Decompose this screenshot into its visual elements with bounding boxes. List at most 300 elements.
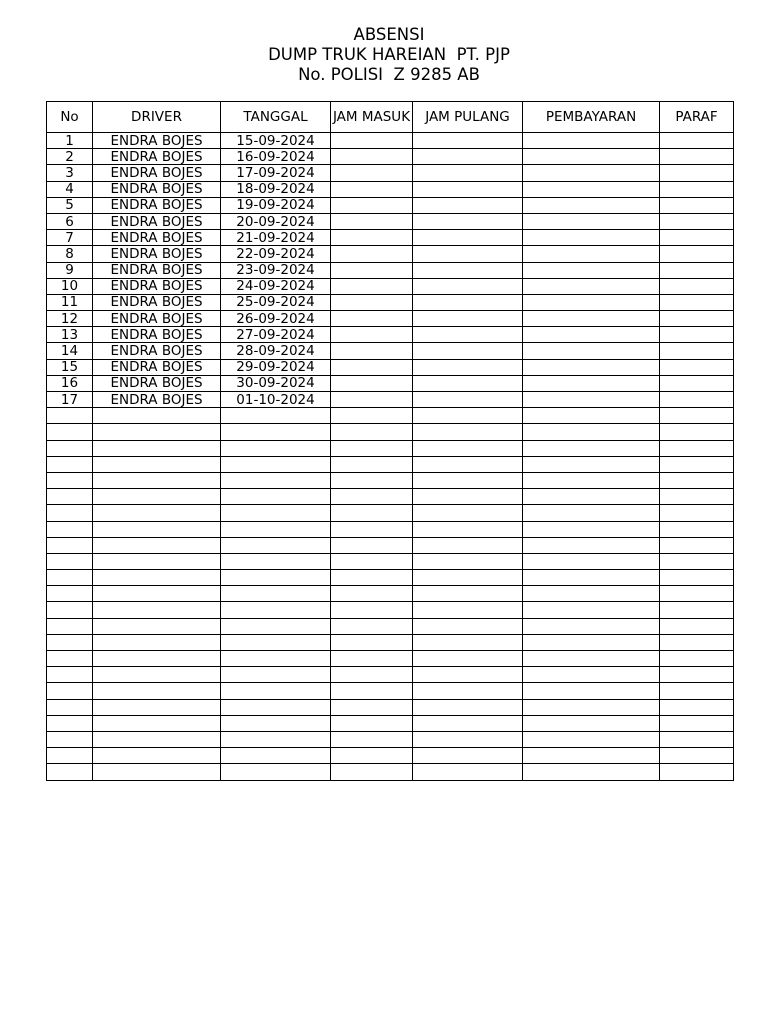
- cell-tanggal: [221, 618, 331, 634]
- cell-jam-pulang: [413, 294, 523, 310]
- cell-pembayaran: [523, 505, 660, 521]
- cell-driver: [93, 489, 221, 505]
- cell-no: 3: [47, 165, 93, 181]
- cell-no: [47, 570, 93, 586]
- cell-jam-masuk: [331, 667, 413, 683]
- cell-tanggal: [221, 456, 331, 472]
- cell-paraf: [660, 748, 734, 764]
- cell-paraf: [660, 699, 734, 715]
- cell-pembayaran: [523, 489, 660, 505]
- table-row: [47, 472, 734, 488]
- cell-no: [47, 586, 93, 602]
- cell-pembayaran: [523, 343, 660, 359]
- column-header-driver: DRIVER: [93, 102, 221, 133]
- cell-no: 9: [47, 262, 93, 278]
- cell-jam-pulang: [413, 375, 523, 391]
- cell-jam-masuk: [331, 748, 413, 764]
- cell-jam-masuk: [331, 505, 413, 521]
- cell-jam-pulang: [413, 456, 523, 472]
- cell-jam-masuk: [331, 294, 413, 310]
- cell-jam-pulang: [413, 715, 523, 731]
- cell-tanggal: 22-09-2024: [221, 246, 331, 262]
- cell-jam-pulang: [413, 440, 523, 456]
- table-row: [47, 327, 734, 343]
- cell-pembayaran: [523, 213, 660, 229]
- cell-jam-pulang: [413, 683, 523, 699]
- cell-pembayaran: [523, 570, 660, 586]
- cell-no: 8: [47, 246, 93, 262]
- cell-jam-pulang: [413, 667, 523, 683]
- cell-tanggal: 28-09-2024: [221, 343, 331, 359]
- cell-no: 10: [47, 278, 93, 294]
- cell-jam-masuk: [331, 570, 413, 586]
- table-row: [47, 278, 734, 294]
- cell-no: [47, 472, 93, 488]
- cell-tanggal: [221, 472, 331, 488]
- cell-driver: ENDRA BOJES: [93, 327, 221, 343]
- cell-no: [47, 505, 93, 521]
- cell-jam-pulang: [413, 230, 523, 246]
- cell-driver: [93, 667, 221, 683]
- cell-jam-pulang: [413, 149, 523, 165]
- cell-tanggal: 29-09-2024: [221, 359, 331, 375]
- cell-tanggal: [221, 634, 331, 650]
- cell-jam-pulang: [413, 699, 523, 715]
- cell-jam-masuk: [331, 731, 413, 747]
- table-row: [47, 149, 734, 165]
- cell-jam-masuk: [331, 278, 413, 294]
- cell-driver: ENDRA BOJES: [93, 230, 221, 246]
- cell-tanggal: [221, 731, 331, 747]
- cell-paraf: [660, 586, 734, 602]
- cell-driver: ENDRA BOJES: [93, 392, 221, 408]
- cell-jam-pulang: [413, 165, 523, 181]
- cell-pembayaran: [523, 246, 660, 262]
- cell-tanggal: 23-09-2024: [221, 262, 331, 278]
- cell-no: 11: [47, 294, 93, 310]
- cell-tanggal: 30-09-2024: [221, 375, 331, 391]
- cell-driver: [93, 748, 221, 764]
- cell-driver: ENDRA BOJES: [93, 375, 221, 391]
- table-row: [47, 618, 734, 634]
- title-line-1: ABSENSI: [353, 25, 425, 44]
- cell-paraf: [660, 213, 734, 229]
- cell-driver: ENDRA BOJES: [93, 165, 221, 181]
- cell-no: [47, 537, 93, 553]
- cell-tanggal: 27-09-2024: [221, 327, 331, 343]
- cell-jam-pulang: [413, 602, 523, 618]
- cell-driver: ENDRA BOJES: [93, 181, 221, 197]
- table-body: [47, 133, 734, 781]
- cell-jam-pulang: [413, 359, 523, 375]
- cell-no: [47, 748, 93, 764]
- cell-no: [47, 521, 93, 537]
- cell-no: [47, 440, 93, 456]
- cell-jam-masuk: [331, 392, 413, 408]
- cell-no: [47, 489, 93, 505]
- column-header-no: No: [47, 102, 93, 133]
- cell-paraf: [660, 521, 734, 537]
- cell-paraf: [660, 683, 734, 699]
- table-row: [47, 181, 734, 197]
- cell-driver: [93, 699, 221, 715]
- cell-jam-pulang: [413, 586, 523, 602]
- cell-tanggal: [221, 764, 331, 780]
- cell-paraf: [660, 311, 734, 327]
- cell-no: 16: [47, 375, 93, 391]
- column-header-jam-pulang: JAM PULANG: [413, 102, 523, 133]
- cell-pembayaran: [523, 651, 660, 667]
- cell-pembayaran: [523, 311, 660, 327]
- cell-pembayaran: [523, 392, 660, 408]
- table-row: [47, 262, 734, 278]
- cell-pembayaran: [523, 375, 660, 391]
- cell-driver: ENDRA BOJES: [93, 359, 221, 375]
- cell-paraf: [660, 165, 734, 181]
- cell-paraf: [660, 634, 734, 650]
- table-row: [47, 683, 734, 699]
- cell-pembayaran: [523, 230, 660, 246]
- cell-pembayaran: [523, 133, 660, 149]
- cell-driver: [93, 602, 221, 618]
- cell-pembayaran: [523, 634, 660, 650]
- cell-paraf: [660, 472, 734, 488]
- cell-jam-pulang: [413, 246, 523, 262]
- cell-tanggal: [221, 651, 331, 667]
- cell-tanggal: 26-09-2024: [221, 311, 331, 327]
- cell-no: [47, 683, 93, 699]
- cell-jam-pulang: [413, 651, 523, 667]
- table-row: [47, 165, 734, 181]
- table-row: [47, 602, 734, 618]
- cell-jam-pulang: [413, 731, 523, 747]
- cell-pembayaran: [523, 424, 660, 440]
- cell-paraf: [660, 246, 734, 262]
- cell-jam-pulang: [413, 489, 523, 505]
- cell-driver: ENDRA BOJES: [93, 133, 221, 149]
- cell-pembayaran: [523, 472, 660, 488]
- cell-pembayaran: [523, 683, 660, 699]
- cell-tanggal: [221, 424, 331, 440]
- cell-pembayaran: [523, 165, 660, 181]
- table-row: [47, 213, 734, 229]
- cell-jam-pulang: [413, 392, 523, 408]
- cell-no: 14: [47, 343, 93, 359]
- cell-tanggal: 18-09-2024: [221, 181, 331, 197]
- cell-jam-masuk: [331, 133, 413, 149]
- cell-no: [47, 715, 93, 731]
- table-row: [47, 537, 734, 553]
- table-row: [47, 311, 734, 327]
- cell-tanggal: 25-09-2024: [221, 294, 331, 310]
- cell-jam-masuk: [331, 489, 413, 505]
- cell-no: 7: [47, 230, 93, 246]
- cell-paraf: [660, 651, 734, 667]
- title-line-3: No. POLISI Z 9285 AB: [298, 65, 480, 84]
- cell-tanggal: [221, 505, 331, 521]
- cell-driver: [93, 424, 221, 440]
- cell-driver: ENDRA BOJES: [93, 343, 221, 359]
- cell-paraf: [660, 731, 734, 747]
- table-row: [47, 764, 734, 780]
- cell-paraf: [660, 456, 734, 472]
- cell-jam-masuk: [331, 456, 413, 472]
- cell-paraf: [660, 149, 734, 165]
- cell-no: [47, 424, 93, 440]
- cell-tanggal: [221, 683, 331, 699]
- cell-paraf: [660, 570, 734, 586]
- cell-jam-pulang: [413, 521, 523, 537]
- cell-no: 15: [47, 359, 93, 375]
- table-row: [47, 294, 734, 310]
- cell-jam-pulang: [413, 424, 523, 440]
- table-row: [47, 521, 734, 537]
- cell-no: 17: [47, 392, 93, 408]
- cell-jam-masuk: [331, 262, 413, 278]
- cell-tanggal: 20-09-2024: [221, 213, 331, 229]
- cell-pembayaran: [523, 586, 660, 602]
- cell-jam-masuk: [331, 230, 413, 246]
- cell-no: 5: [47, 197, 93, 213]
- column-header-paraf: PARAF: [660, 102, 734, 133]
- cell-driver: ENDRA BOJES: [93, 213, 221, 229]
- cell-no: [47, 634, 93, 650]
- cell-driver: ENDRA BOJES: [93, 311, 221, 327]
- cell-paraf: [660, 602, 734, 618]
- title-line-2: DUMP TRUK HAREIAN PT. PJP: [268, 45, 510, 64]
- cell-paraf: [660, 133, 734, 149]
- cell-paraf: [660, 230, 734, 246]
- cell-no: 2: [47, 149, 93, 165]
- cell-no: [47, 731, 93, 747]
- cell-driver: ENDRA BOJES: [93, 149, 221, 165]
- cell-jam-pulang: [413, 181, 523, 197]
- table-row: [47, 651, 734, 667]
- table-row: [47, 375, 734, 391]
- cell-paraf: [660, 375, 734, 391]
- cell-jam-pulang: [413, 262, 523, 278]
- cell-tanggal: [221, 715, 331, 731]
- table-row: [47, 424, 734, 440]
- cell-pembayaran: [523, 764, 660, 780]
- cell-jam-masuk: [331, 651, 413, 667]
- cell-driver: [93, 618, 221, 634]
- cell-pembayaran: [523, 553, 660, 569]
- cell-jam-masuk: [331, 246, 413, 262]
- cell-paraf: [660, 181, 734, 197]
- table-header-row: [47, 102, 734, 133]
- cell-paraf: [660, 359, 734, 375]
- table-row: [47, 570, 734, 586]
- table-row: [47, 489, 734, 505]
- cell-driver: [93, 472, 221, 488]
- cell-paraf: [660, 343, 734, 359]
- cell-jam-masuk: [331, 311, 413, 327]
- cell-tanggal: [221, 553, 331, 569]
- cell-tanggal: 01-10-2024: [221, 392, 331, 408]
- cell-driver: [93, 715, 221, 731]
- cell-driver: [93, 521, 221, 537]
- cell-jam-masuk: [331, 197, 413, 213]
- cell-no: [47, 699, 93, 715]
- cell-paraf: [660, 667, 734, 683]
- cell-jam-masuk: [331, 440, 413, 456]
- table-row: [47, 634, 734, 650]
- cell-pembayaran: [523, 667, 660, 683]
- cell-jam-masuk: [331, 213, 413, 229]
- cell-jam-masuk: [331, 327, 413, 343]
- cell-jam-masuk: [331, 715, 413, 731]
- table-row: [47, 408, 734, 424]
- cell-jam-pulang: [413, 197, 523, 213]
- cell-no: 13: [47, 327, 93, 343]
- cell-tanggal: [221, 440, 331, 456]
- cell-tanggal: [221, 586, 331, 602]
- cell-jam-pulang: [413, 570, 523, 586]
- cell-driver: ENDRA BOJES: [93, 197, 221, 213]
- cell-jam-pulang: [413, 408, 523, 424]
- cell-jam-masuk: [331, 764, 413, 780]
- cell-tanggal: [221, 748, 331, 764]
- cell-pembayaran: [523, 748, 660, 764]
- table-row: [47, 667, 734, 683]
- cell-tanggal: 19-09-2024: [221, 197, 331, 213]
- cell-no: 4: [47, 181, 93, 197]
- table-row: [47, 133, 734, 149]
- cell-pembayaran: [523, 537, 660, 553]
- table-row: [47, 392, 734, 408]
- column-header-jam-masuk: JAM MASUK: [331, 102, 413, 133]
- cell-pembayaran: [523, 440, 660, 456]
- attendance-table: [46, 101, 734, 781]
- document-title: [0, 25, 768, 85]
- cell-no: [47, 602, 93, 618]
- cell-no: [47, 553, 93, 569]
- cell-jam-pulang: [413, 327, 523, 343]
- cell-tanggal: [221, 699, 331, 715]
- cell-jam-masuk: [331, 586, 413, 602]
- cell-pembayaran: [523, 197, 660, 213]
- cell-pembayaran: [523, 294, 660, 310]
- table-row: [47, 586, 734, 602]
- cell-paraf: [660, 262, 734, 278]
- cell-driver: [93, 570, 221, 586]
- cell-jam-pulang: [413, 505, 523, 521]
- cell-jam-pulang: [413, 213, 523, 229]
- cell-no: [47, 651, 93, 667]
- cell-jam-masuk: [331, 375, 413, 391]
- cell-driver: [93, 408, 221, 424]
- cell-paraf: [660, 408, 734, 424]
- cell-paraf: [660, 392, 734, 408]
- cell-pembayaran: [523, 602, 660, 618]
- cell-jam-masuk: [331, 472, 413, 488]
- cell-jam-masuk: [331, 602, 413, 618]
- cell-no: [47, 408, 93, 424]
- column-header-tanggal: TANGGAL: [221, 102, 331, 133]
- cell-paraf: [660, 440, 734, 456]
- cell-tanggal: 16-09-2024: [221, 149, 331, 165]
- cell-paraf: [660, 327, 734, 343]
- table-row: [47, 731, 734, 747]
- cell-no: 6: [47, 213, 93, 229]
- cell-driver: [93, 456, 221, 472]
- cell-jam-pulang: [413, 133, 523, 149]
- cell-jam-pulang: [413, 748, 523, 764]
- cell-pembayaran: [523, 408, 660, 424]
- cell-jam-masuk: [331, 683, 413, 699]
- cell-no: [47, 764, 93, 780]
- cell-jam-pulang: [413, 764, 523, 780]
- cell-tanggal: [221, 489, 331, 505]
- cell-tanggal: [221, 408, 331, 424]
- cell-paraf: [660, 553, 734, 569]
- cell-tanggal: 15-09-2024: [221, 133, 331, 149]
- cell-jam-pulang: [413, 618, 523, 634]
- cell-no: 12: [47, 311, 93, 327]
- cell-jam-pulang: [413, 278, 523, 294]
- table-row: [47, 246, 734, 262]
- cell-no: [47, 618, 93, 634]
- cell-driver: ENDRA BOJES: [93, 294, 221, 310]
- cell-tanggal: [221, 667, 331, 683]
- cell-pembayaran: [523, 327, 660, 343]
- cell-tanggal: 24-09-2024: [221, 278, 331, 294]
- cell-driver: [93, 634, 221, 650]
- cell-tanggal: [221, 602, 331, 618]
- cell-jam-masuk: [331, 181, 413, 197]
- cell-pembayaran: [523, 715, 660, 731]
- cell-tanggal: [221, 537, 331, 553]
- cell-pembayaran: [523, 359, 660, 375]
- cell-paraf: [660, 294, 734, 310]
- cell-paraf: [660, 197, 734, 213]
- cell-jam-masuk: [331, 553, 413, 569]
- cell-paraf: [660, 537, 734, 553]
- cell-driver: [93, 553, 221, 569]
- cell-driver: [93, 440, 221, 456]
- cell-pembayaran: [523, 456, 660, 472]
- cell-jam-pulang: [413, 634, 523, 650]
- cell-jam-masuk: [331, 149, 413, 165]
- cell-driver: [93, 683, 221, 699]
- cell-jam-pulang: [413, 537, 523, 553]
- cell-paraf: [660, 715, 734, 731]
- column-header-pembayaran: PEMBAYARAN: [523, 102, 660, 133]
- cell-jam-masuk: [331, 165, 413, 181]
- table-row: [47, 699, 734, 715]
- cell-driver: [93, 764, 221, 780]
- table-row: [47, 456, 734, 472]
- table-row: [47, 440, 734, 456]
- cell-paraf: [660, 505, 734, 521]
- cell-jam-masuk: [331, 618, 413, 634]
- cell-jam-masuk: [331, 537, 413, 553]
- cell-pembayaran: [523, 731, 660, 747]
- cell-paraf: [660, 764, 734, 780]
- table-row: [47, 197, 734, 213]
- cell-driver: [93, 586, 221, 602]
- cell-pembayaran: [523, 618, 660, 634]
- table-row: [47, 505, 734, 521]
- table-row: [47, 715, 734, 731]
- cell-jam-pulang: [413, 472, 523, 488]
- cell-driver: ENDRA BOJES: [93, 262, 221, 278]
- cell-tanggal: [221, 521, 331, 537]
- cell-driver: [93, 537, 221, 553]
- cell-jam-pulang: [413, 311, 523, 327]
- cell-paraf: [660, 489, 734, 505]
